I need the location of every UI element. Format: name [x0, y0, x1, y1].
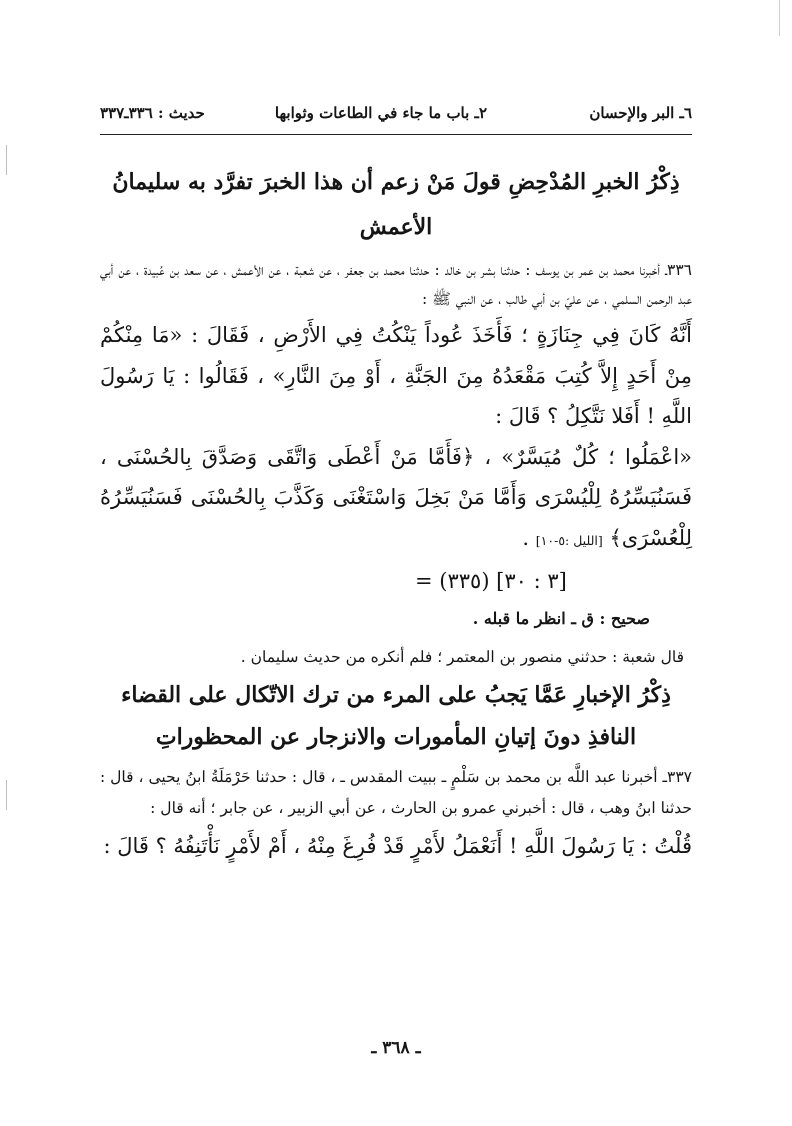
quran-reference: [الليل :٥-١٠]	[535, 532, 603, 548]
section-heading: ذِكْرُ الإخبارِ عَمَّا يَجبُ على المرء من ترك الاتّكال على القضاء النافذِ دونَ إتيانِ المأمورات والانزجار عن المحظوراتِ	[121, 681, 671, 750]
hadith-isnad: ٣٣٧ـ أخبرنا عبد اللَّه بن محمد بن سَلْمٍ ـ ببيت المقدس ـ ، قال : حدثنا حَرْمَلَةُ ابنُ يحيى ، قال : حدثنا ابنُ وهب ، قال : أخبرني عمرو بن الحارث ، عن أبي الزبير ، عن جابر ؛ أنه قال :	[100, 767, 692, 817]
hadith-matn-quran	[100, 437, 692, 562]
header-divider	[100, 134, 692, 135]
page-number: ـ ٣٦٨ ـ	[371, 1038, 421, 1058]
hadith-note: قال شعبة : حدثني منصور بن المعتمر ؛ فلم أنكره من حديث سليمان .	[240, 647, 684, 666]
running-header	[100, 104, 692, 130]
header-hadith-range: حديث : ٣٣٦ـ٣٣٧	[100, 104, 205, 122]
scan-edge-mark	[6, 780, 7, 810]
hadith-grade: صحيح : ق ـ انظر ما قبله .	[472, 608, 650, 628]
hadith-matn: أَنَّهُ كَانَ فِي جِنَازَةٍ ؛ فَأَخَذَ عُوداً يَنْكُتُ فِي الأَرْضِ ، فَقَالَ : «مَا مِنْكُمْ مِنْ أَحَدٍ إِلاَّ كُتِبَ مَقْعَدُهُ مِنَ الجَنَّةِ ، أَوْ مِنَ النَّارِ» ، فَقَالُوا : يَا رَسُولَ اللَّهِ ! أَفَلا نَتَّكِلُ ؟ قَالَ :	[100, 323, 692, 428]
header-chapter: ٦ـ البر والإحسان	[589, 104, 692, 122]
hadith-matn: قُلْتُ : يَا رَسُولَ اللَّهِ ! أَنَعْمَلُ لأَمْرٍ قَدْ فُرِغَ مِنْهُ ، أَمْ لأَمْرٍ نَأْتَنِفُهُ ؟ قَالَ :	[103, 833, 692, 858]
hadith-isnad: ٣٣٦ـ أخبرنا محمد بن عمر بن يوسف : حدثنا بشر بن خالد : حدثنا محمد بن جعفر ، عن شعبة ، عن الأعمش ، عن سعد بن عُبيدة ، عن أبي عبد الرحمن السلمي ، عن عليّ بن أبي طالب ، عن النبي ﷺ :	[100, 261, 692, 308]
header-bab-title: ٢ـ باب ما جاء في الطاعات وثوابها	[274, 104, 487, 122]
page-body	[100, 160, 692, 866]
cross-reference: = (٣٣٥) [٣ : ٣٠]	[415, 569, 567, 593]
scan-edge-mark	[779, 0, 780, 36]
end-punctuation: .	[522, 525, 536, 550]
section-heading: ذِكْرُ الخبرِ المُدْحِضِ قولَ مَنْ زعم أن هذا الخبرَ تفرَّد به سليمانُ الأعمش	[112, 169, 680, 240]
scan-edge-mark	[6, 145, 7, 175]
quran-verse: «اعْمَلُوا ؛ كُلٌ مُيَسَّرٌ» ، ﴿فَأَمَّا مَنْ أَعْطَى وَاتَّقَى وَصَدَّقَ بِالحُسْنَى ، فَسَنُيَسِّرُهُ لِلْيُسْرَى وَأَمَّا مَنْ بَخِلَ وَاسْتَغْنَى وَكَذَّبَ بِالحُسْنَى فَسَنُيَسِّرُهُ لِلْعُسْرَى﴾	[100, 444, 692, 550]
